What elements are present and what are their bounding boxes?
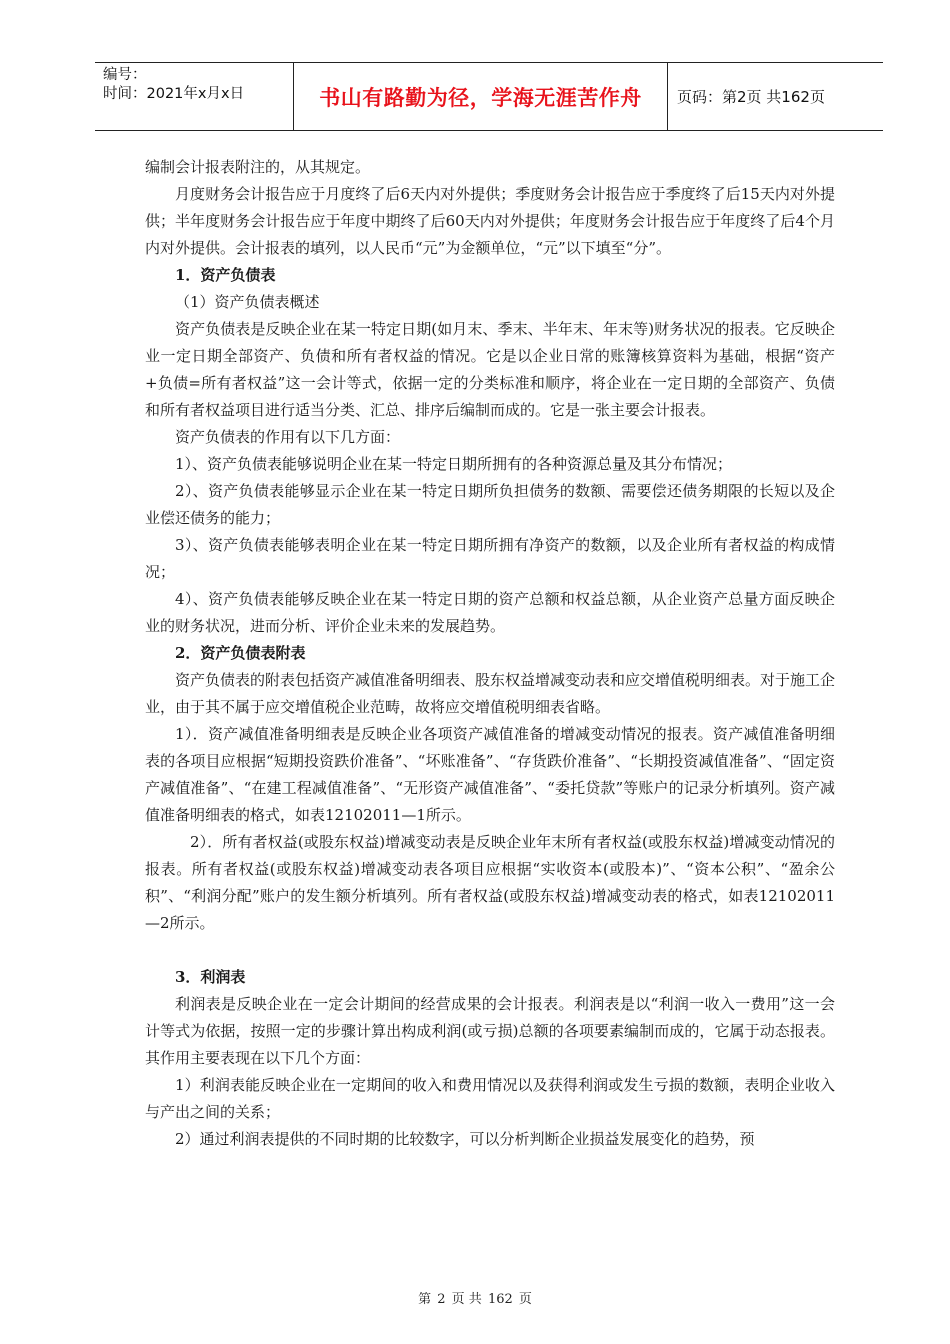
paragraph: 1）、资产负债表能够说明企业在某一特定日期所拥有的各种资源总量及其分布情况； xyxy=(175,455,733,473)
paragraph: 资产负债表的附表包括资产减值准备明细表、股东权益增减变动表和应交增值税明细表。对于施工企业，由于其不属于应交增值税企业范畴，故将应交增值税明细表省略。 xyxy=(145,671,836,716)
paragraph: 4）、资产负债表能够反映企业在某一特定日期的资产总额和权益总额，从企业资产总量方面反映企业的财务状况，进而分析、评价企业未来的发展趋势。 xyxy=(145,590,835,635)
section-heading: 1．资产负债表 xyxy=(175,266,276,284)
paragraph: 2）通过利润表提供的不同时期的比较数字，可以分析判断企业损益发展变化的趋势，预 xyxy=(175,1130,755,1148)
header-motto: 书山有路勤为径，学海无涯苦作舟 xyxy=(294,63,668,130)
paragraph: 1）利润表能反映企业在一定期间的收入和费用情况以及获得利润或发生亏损的数额，表明企业收入与产出之间的关系； xyxy=(145,1076,835,1121)
page-header xyxy=(95,62,883,131)
header-page-info: 页码：第2页 共162页 xyxy=(677,88,825,106)
paragraph: 资产负债表的作用有以下几方面： xyxy=(175,428,401,446)
footer-total-pages: 162 xyxy=(487,1292,513,1307)
paragraph: 资产负债表是反映企业在某一特定日期(如月末、季末、半年末、年末等)财务状况的报表。它反映企业一定日期全部资产、负债和所有者权益的情况。它是以企业日常的账簿核算资料为基础，根据“资产+负债=所有者权益”这一会计等式，依据一定的分类标准和顺序，将企业在一定日期的全部资产、负债和所有者权益项目进行适当分类、汇总、排序后编制而成的。它是一张主要会计报表。 xyxy=(145,320,835,419)
paragraph: 3）、资产负债表能够表明企业在某一特定日期所拥有净资产的数额，以及企业所有者权益的构成情况； xyxy=(145,536,835,581)
header-meta xyxy=(95,63,294,130)
footer-suffix: 页 xyxy=(518,1292,532,1307)
footer-middle: 页 共 xyxy=(451,1292,482,1307)
footer-prefix: 第 xyxy=(418,1292,432,1307)
document-body xyxy=(145,154,835,1153)
section-heading: 3．利润表 xyxy=(175,968,246,986)
paragraph: 2）、资产负债表能够显示企业在某一特定日期所负担债务的数额、需要偿还债务期限的长短以及企业偿还债务的能力； xyxy=(145,482,835,527)
section-heading: 2．资产负债表附表 xyxy=(175,644,306,662)
paragraph: 月度财务会计报告应于月度终了后6天内对外提供；季度财务会计报告应于季度终了后15天内对外提供；半年度财务会计报告应于年度中期终了后60天内对外提供；年度财务会计报告应于年度终了后4个月内对外提供。会计报表的填列，以人民币“元”为金额单位，“元”以下填至“分”。 xyxy=(145,185,835,257)
page-footer xyxy=(0,1288,950,1307)
paragraph: 利润表是反映企业在一定会计期间的经营成果的会计报表。利润表是以“利润一收入一费用”这一会计等式为依据，按照一定的步骤计算出构成利润(或亏损)总额的各项要素编制而成的，它属于动态报表。其作用主要表现在以下几个方面： xyxy=(145,995,835,1067)
number-label: 编号： xyxy=(103,67,147,83)
footer-page-number: 2 xyxy=(437,1292,446,1307)
paragraph: 2）．所有者权益(或股东权益)增减变动表是反映企业年末所有者权益(或股东权益)增减变动情况的报表。所有者权益(或股东权益)增减变动表各项目应根据“实收资本(或股本)”、“资本公积”、“盈余公积”、“利润分配”账户的发生额分析填列。所有者权益(或股东权益)增减变动表的格式，如表12102011—2所示。 xyxy=(145,833,835,932)
paragraph: 1）．资产减值准备明细表是反映企业各项资产减值准备的增减变动情况的报表。资产减值准备明细表的各项目应根据“短期投资跌价准备”、“坏账准备”、“存货跌价准备”、“长期投资减值准备”、“固定资产减值准备”、“在建工程减值准备”、“无形资产减值准备”、“委托贷款”等账户的记录分析填列。资产减值准备明细表的格式，如表12102011—1所示。 xyxy=(145,725,835,824)
paragraph: 编制会计报表附注的，从其规定。 xyxy=(145,158,371,176)
time-label: 时间：2021年x月x日 xyxy=(103,86,245,102)
paragraph-gap xyxy=(145,937,835,964)
paragraph: （1）资产负债表概述 xyxy=(175,293,320,311)
